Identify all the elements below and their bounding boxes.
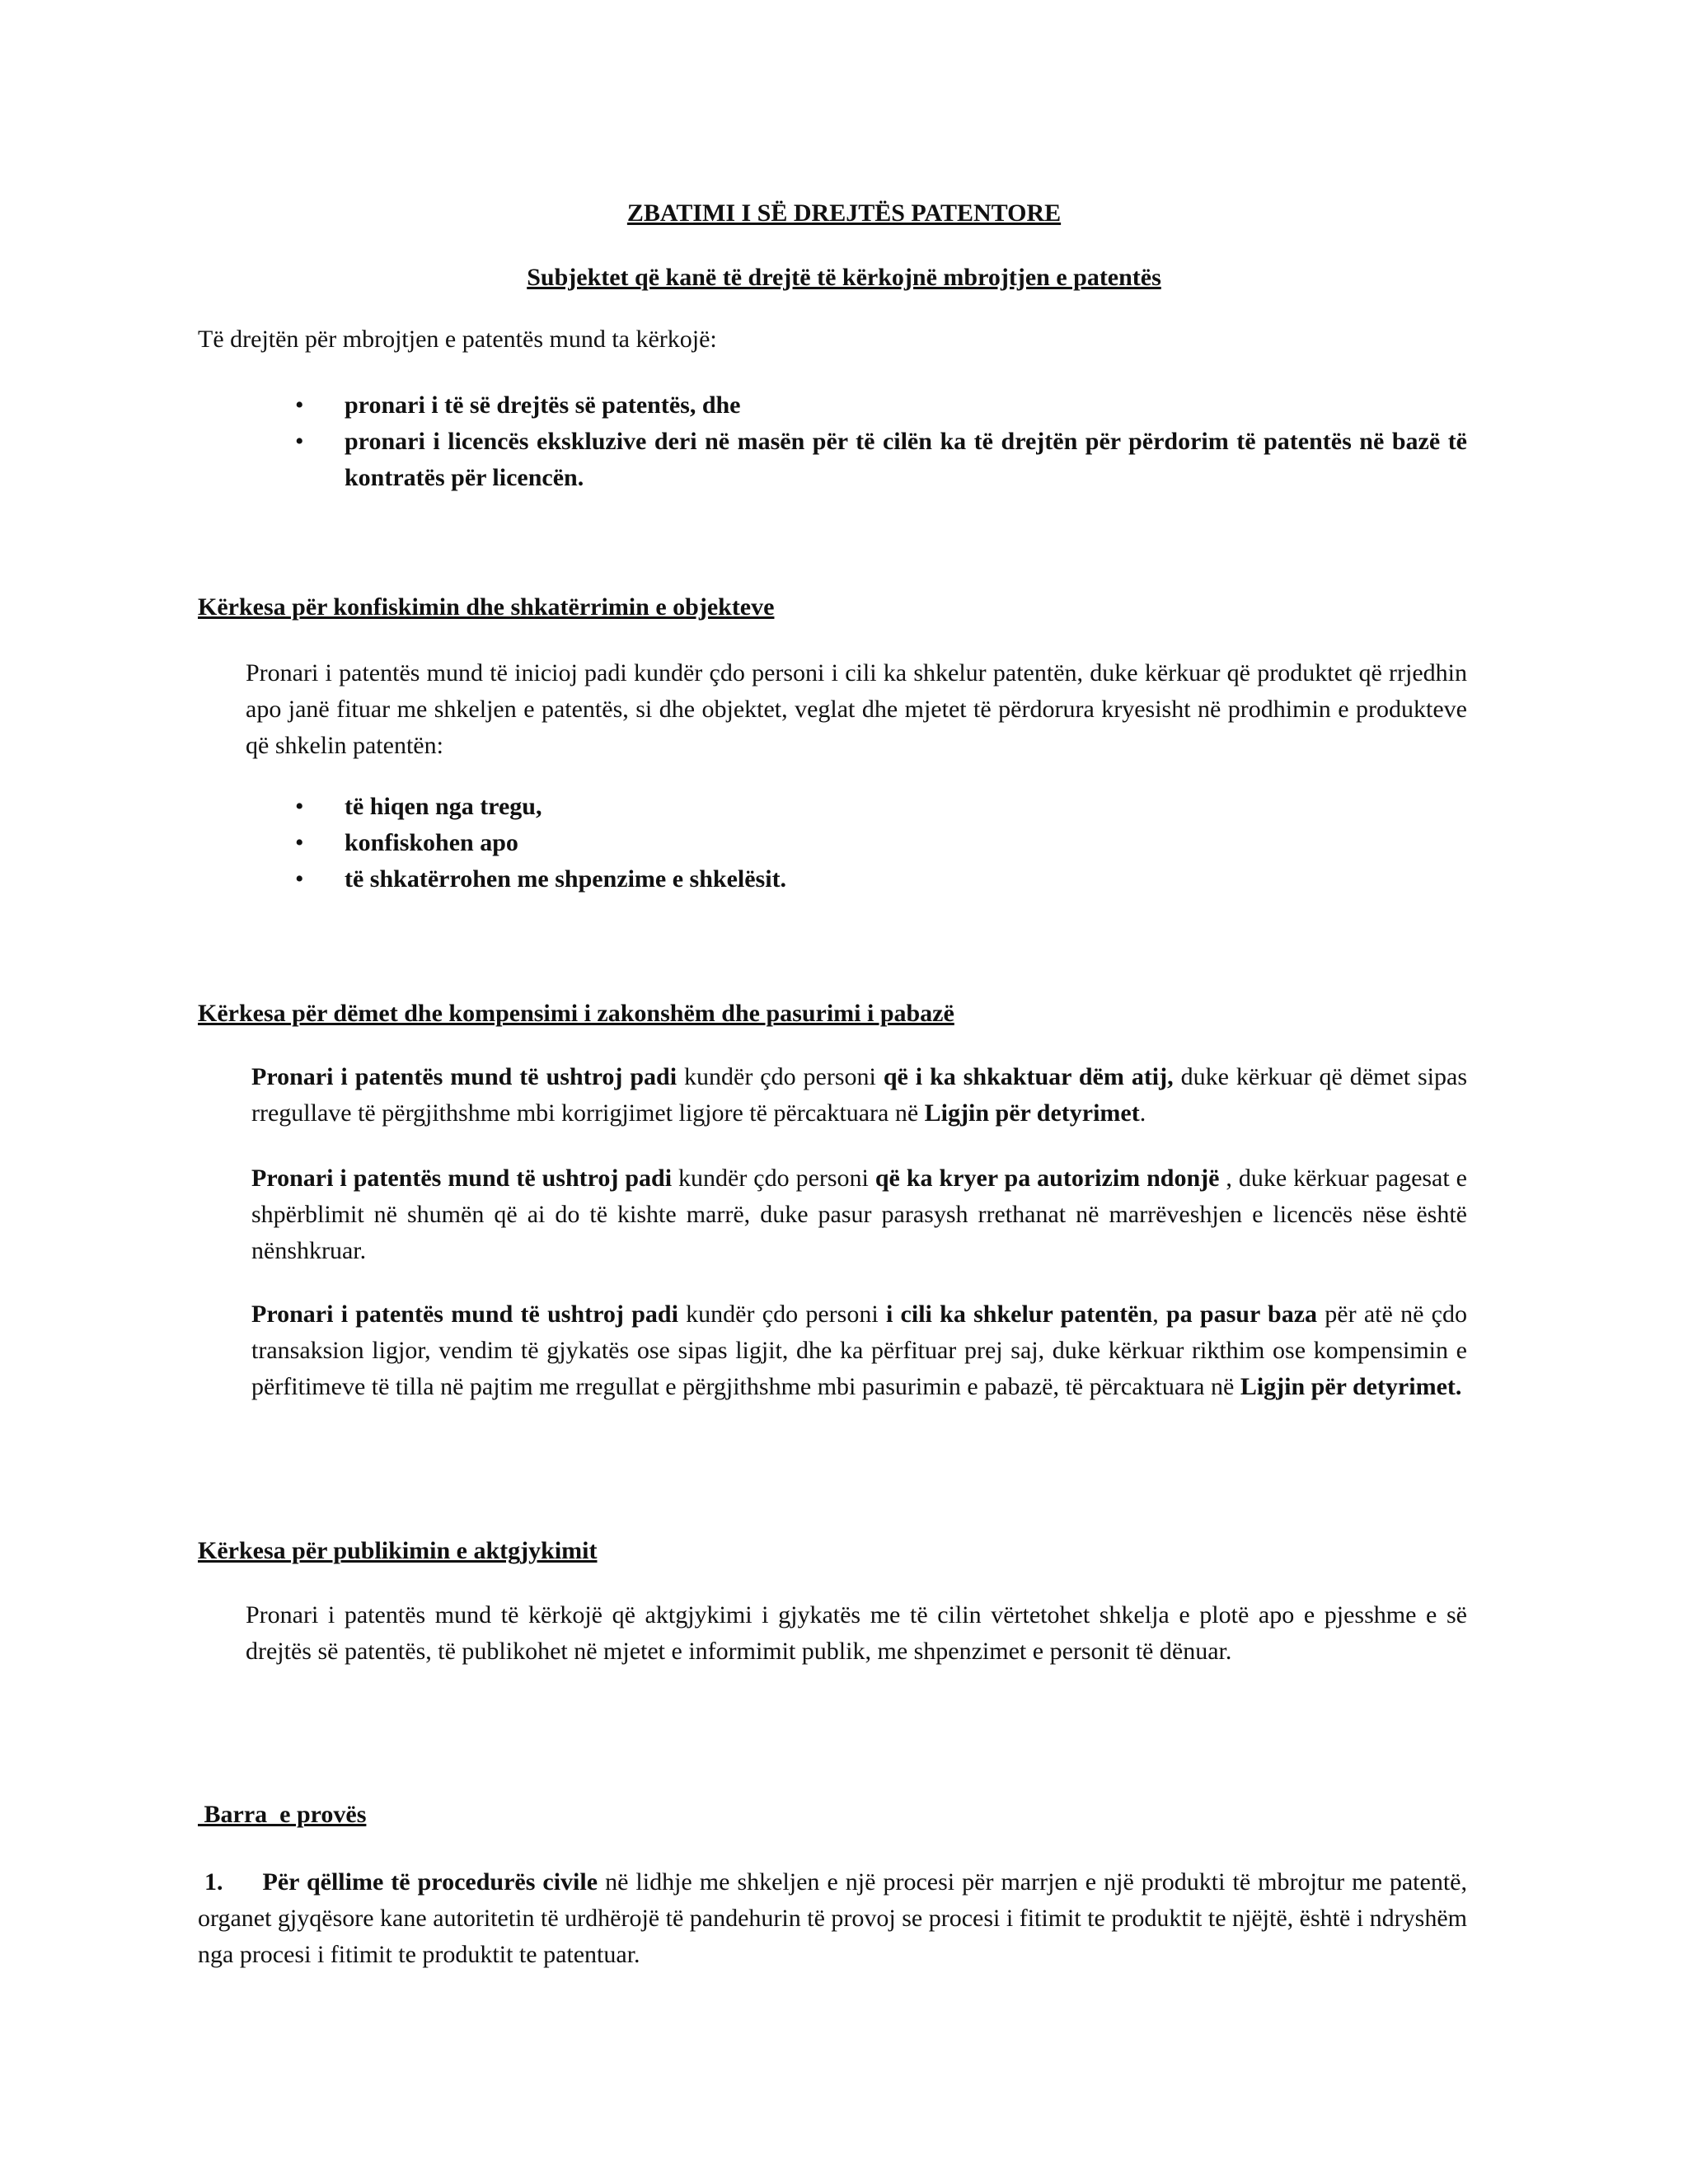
list-item: • pronari i të së drejtës së patentës, dhe bbox=[198, 387, 1467, 424]
section1-intro: Të drejtën për mbrojtjen e patentës mund ta kërkojë: bbox=[198, 326, 717, 353]
section4-heading: Kërkesa për publikimin e aktgjykimit bbox=[198, 1537, 598, 1564]
document-subtitle: Subjektet që kanë të drejtë të kërkojnë mbrojtjen e patentës bbox=[527, 264, 1161, 291]
document-title: ZBATIMI I SË DREJTËS PATENTORE bbox=[626, 199, 1062, 227]
list-item: • konfiskohen apo bbox=[198, 825, 1467, 861]
section4-body: Pronari i patentës mund të kërkojë që aktgjykimi i gjykatës me të cilin vërtetohet shkelja e plotë apo e pjesshme e së drejtës së patentës, të publikohet në mjetet e informimit publik, me shpenzimet e personit të dënuar. bbox=[246, 1601, 1467, 1665]
section1-bullet-list bbox=[198, 387, 1467, 496]
list-item: • të hiqen nga tregu, bbox=[198, 789, 1467, 825]
section3-paragraph-3: Pronari i patentës mund të ushtroj padi kundër çdo personi i cili ka shkelur patentën, pa pasur baza për atë në çdo transaksion ligjor, vendim të gjykatës ose sipas ligjit, dhe ka përfituar prej saj, duke kërkuar rikthim ose kompensimin e përfitimeve të tilla në pajtim me rregullat e përgjithshme mbi pasurimin e pabazë, të përcaktuara në Ligjin për detyrimet. bbox=[251, 1301, 1468, 1400]
bullet-icon: • bbox=[295, 428, 304, 455]
section2-heading: Kërkesa për konfiskimin dhe shkatërrimin e objekteve bbox=[198, 593, 775, 621]
section5-heading: Barra e provës bbox=[198, 1801, 367, 1828]
section3-paragraph-1: Pronari i patentës mund të ushtroj padi kundër çdo personi që i ka shkaktuar dëm atij, duke kërkuar që dëmet sipas rregullave të përgjithshme mbi korrigjimet ligjore të përcaktuara në Ligjin për detyrimet. bbox=[251, 1063, 1467, 1127]
section5-body: 1. Për qëllime të procedurës civile në lidhje me shkeljen e një procesi për marrjen e një produkti të mbrojtur me patentë, organet gjyqësore kane autoritetin të urdhërojë të pandehurin të provoj se procesi i fitimit te produktit te njëjtë, është i ndryshëm nga procesi i fitimit te produktit te patentuar. bbox=[198, 1868, 1467, 1968]
bullet-icon: • bbox=[295, 391, 304, 419]
bullet-icon: • bbox=[295, 829, 304, 856]
item-number: 1. bbox=[204, 1868, 223, 1896]
section3-heading: Kërkesa për dëmet dhe kompensimi i zakonshëm dhe pasurimi i pabazë bbox=[198, 1000, 954, 1027]
list-item: • pronari i licencës ekskluzive deri në masën për të cilën ka të drejtën për përdorim të patentës në bazë të kontratës për licencën. bbox=[198, 424, 1467, 496]
bullet-icon: • bbox=[295, 865, 304, 893]
section3-paragraph-2: Pronari i patentës mund të ushtroj padi kundër çdo personi që ka kryer pa autorizim ndonjë , duke kërkuar pagesat e shpërblimit në shumën që ai do të kishte marrë, duke pasur parasysh rrethanat në marrëveshjen e licencës nëse është nënshkruar. bbox=[251, 1165, 1467, 1264]
list-item: • të shkatërrohen me shpenzime e shkelësit. bbox=[198, 861, 1467, 898]
section2-body: Pronari i patentës mund të inicioj padi kundër çdo personi i cili ka shkelur patentën, duke kërkuar që produktet që rrjedhin apo janë fituar me shkeljen e patentës, si dhe objektet, veglat dhe mjetet të përdorura kryesisht në prodhimin e produkteve që shkelin patentën: bbox=[246, 659, 1467, 759]
section2-bullet-list bbox=[198, 789, 1467, 898]
bullet-icon: • bbox=[295, 793, 304, 820]
